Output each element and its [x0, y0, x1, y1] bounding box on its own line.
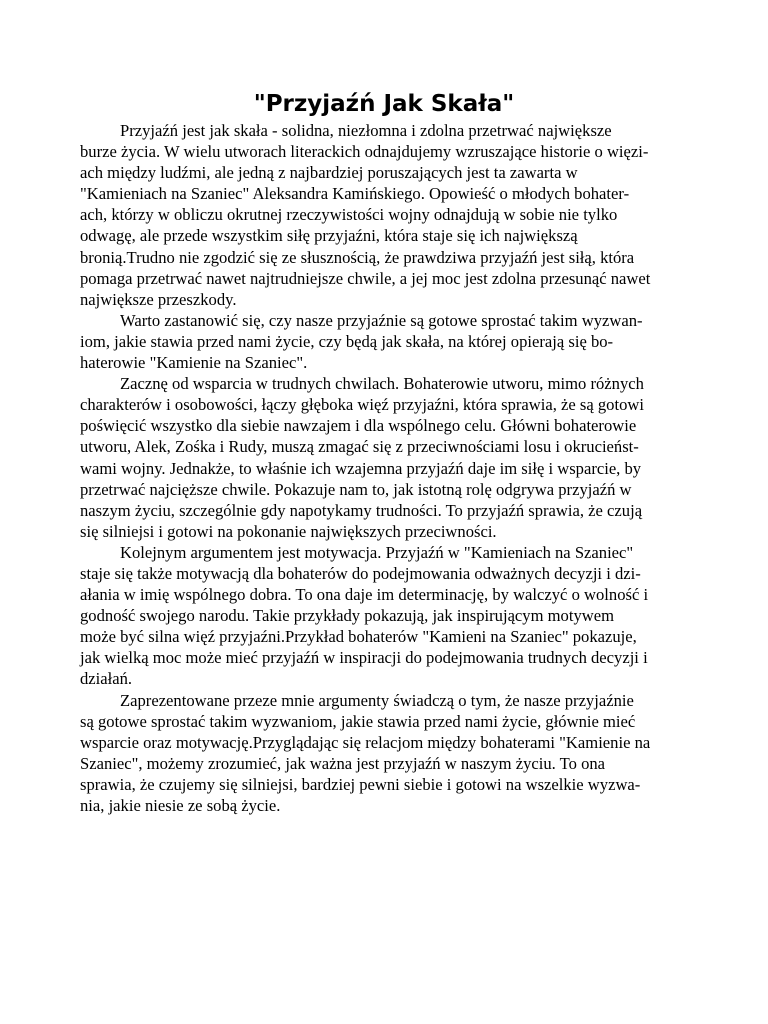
- text-line: iom, jakie stawia przed nami życie, czy będą jak skała, na której opierają się bo-: [80, 331, 614, 351]
- text-line: Zacznę od wsparcia w trudnych chwilach. Bohaterowie utworu, mimo różnych: [120, 374, 644, 394]
- text-line: Kolejnym argumentem jest motywacja. Przyjaźń w "Kamieniach na Szaniec": [120, 542, 634, 562]
- text-line: ałania w imię wspólnego dobra. To ona daje im determinację, by walczyć o wolność i: [80, 585, 649, 605]
- document-body: [80, 120, 694, 816]
- text-line: ach, którzy w obliczu okrutnej rzeczywistości wojny odnajdują w sobie nie tylko: [80, 205, 618, 225]
- text-line: są gotowe sprostać takim wyzwaniom, jakie stawia przed nami życie, głównie mieć: [80, 711, 636, 731]
- text-line: Zaprezentowane przeze mnie argumenty świadczą o tym, że nasze przyjaźnie: [120, 690, 634, 710]
- text-line: naszym życiu, szczególnie gdy napotykamy trudności. To przyjaźń sprawia, że czują: [80, 500, 643, 520]
- text-line: burze życia. W wielu utworach literackich odnajdujemy wzruszające historie o więzi-: [80, 142, 649, 162]
- text-line: Przyjaźń jest jak skała - solidna, niezłomna i zdolna przetrwać największe: [120, 121, 612, 140]
- text-line: charakterów i osobowości, łączy głęboka więź przyjaźni, która sprawia, że są gotowi: [80, 395, 644, 415]
- text-line: Warto zastanowić się, czy nasze przyjaźnie są gotowe sprostać takim wyzwan-: [120, 310, 643, 330]
- text-line: największe przeszkody.: [80, 289, 237, 309]
- text-line: haterowie "Kamienie na Szaniec".: [80, 353, 308, 373]
- text-line: "Kamieniach na Szaniec" Aleksandra Kamińskiego. Opowieść o młodych bohater-: [80, 184, 630, 204]
- text-line: się silniejsi i gotowi na pokonanie największych przeciwności.: [80, 521, 497, 541]
- text-line: utworu, Alek, Zośka i Rudy, muszą zmagać się z przeciwnościami losu i okrucieńst-: [80, 437, 639, 457]
- text-line: nia, jakie niesie ze sobą życie.: [80, 796, 281, 815]
- text-line: sprawia, że czujemy się silniejsi, bardziej pewni siebie i gotowi na wszelkie wyzwa-: [80, 774, 641, 794]
- text-line: przetrwać najcięższe chwile. Pokazuje nam to, jak istotną rolę odgrywa przyjaźń w: [80, 479, 632, 499]
- text-line: działań.: [80, 669, 133, 689]
- text-line: bronią.Trudno nie zgodzić się ze słusznością, że prawdziwa przyjaźń jest siłą, która: [80, 247, 635, 267]
- text-line: odwagę, ale przede wszystkim siłę przyjaźni, która staje się ich największą: [80, 226, 578, 246]
- text-line: wami wojny. Jednakże, to właśnie ich wzajemna przyjaźń daje im siłę i wsparcie, by: [80, 458, 642, 478]
- page-title: "Przyjaźń Jak Skała": [253, 91, 515, 117]
- text-line: Szaniec", możemy zrozumieć, jak ważna jest przyjaźń w naszym życiu. To ona: [80, 753, 606, 773]
- text-line: poświęcić wszystko dla siebie nawzajem i dla wspólnego celu. Główni bohaterowie: [80, 416, 637, 436]
- text-line: pomaga przetrwać nawet najtrudniejsze chwile, a jej moc jest zdolna przesunąć nawet: [80, 268, 651, 288]
- text-line: jak wielką moc może mieć przyjaźń w inspiracji do podejmowania trudnych decyzji i: [80, 648, 648, 668]
- text-line: wsparcie oraz motywację.Przyglądając się relacjom między bohaterami "Kamienie na: [80, 732, 651, 752]
- text-line: godność swojego narodu. Takie przykłady pokazują, jak inspirującym motywem: [80, 606, 615, 626]
- text-line: staje się także motywacją dla bohaterów do podejmowania odważnych decyzji i dzi-: [80, 563, 641, 583]
- text-line: ach między ludźmi, ale jedną z najbardziej poruszających jest ta zawarta w: [80, 163, 578, 183]
- text-line: może być silna więź przyjaźni.Przykład bohaterów "Kamieni na Szaniec" pokazuje,: [80, 627, 637, 647]
